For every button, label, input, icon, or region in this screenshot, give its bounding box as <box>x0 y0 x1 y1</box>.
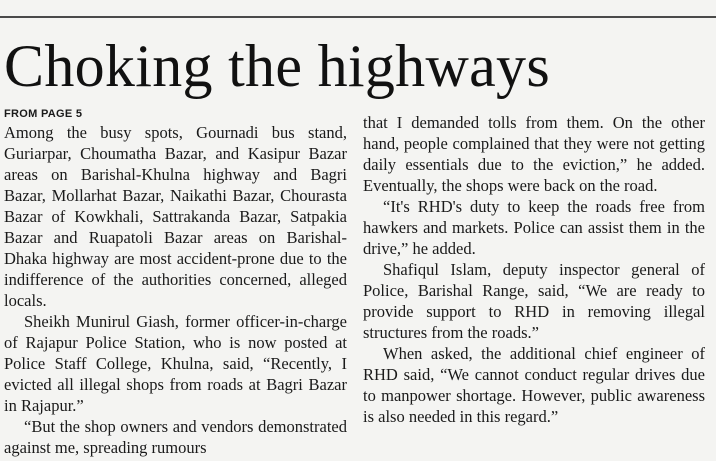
paragraph: Sheikh Munirul Giash, former officer-in-charge of Rajapur Police Station, who is now posted at Police Staff College, Khulna, said, “Recently, I evicted all illegal shops from roads at Bagri Bazar in Rajapur.” <box>4 312 347 415</box>
paragraph: that I demanded tolls from them. On the other hand, people complained that they were not getting daily essentials due to the eviction,” he added. Eventually, the shops were back on the road. <box>363 113 705 195</box>
paragraph: “But the shop owners and vendors demonstrated against me, spreading rumours <box>4 417 347 457</box>
continuation-kicker: FROM PAGE 5 <box>4 108 83 120</box>
paragraph: When asked, the additional chief engineer of RHD said, “We cannot conduct regular drives due to manpower shortage. However, public awareness is also needed in this regard.” <box>363 344 705 426</box>
right-column <box>363 112 705 427</box>
top-rule <box>0 16 716 18</box>
paragraph: Shafiqul Islam, deputy inspector general of Police, Barishal Range, said, “We are ready to provide support to RHD in removing illegal structures from the roads.” <box>363 260 705 342</box>
headline: Choking the highways <box>4 33 550 99</box>
left-column <box>4 107 347 458</box>
paragraph: Among the busy spots, Gournadi bus stand, Guriarpar, Choumatha Bazar, and Kasipur Bazar areas on Barishal-Khulna highway and Bagri Bazar, Mollarhat Bazar, Naikathi Bazar, Chourasta Bazar of Kowkhali, Sattrakanda Bazar, Satpakia Bazar and Ruapatoli Bazar areas on Barishal-Dhaka highway are most accident-prone due to the indifference of the authorities concerned, alleged locals. <box>4 123 347 310</box>
paragraph: “It's RHD's duty to keep the roads free from hawkers and markets. Police can assist them in the drive,” he added. <box>363 197 705 258</box>
